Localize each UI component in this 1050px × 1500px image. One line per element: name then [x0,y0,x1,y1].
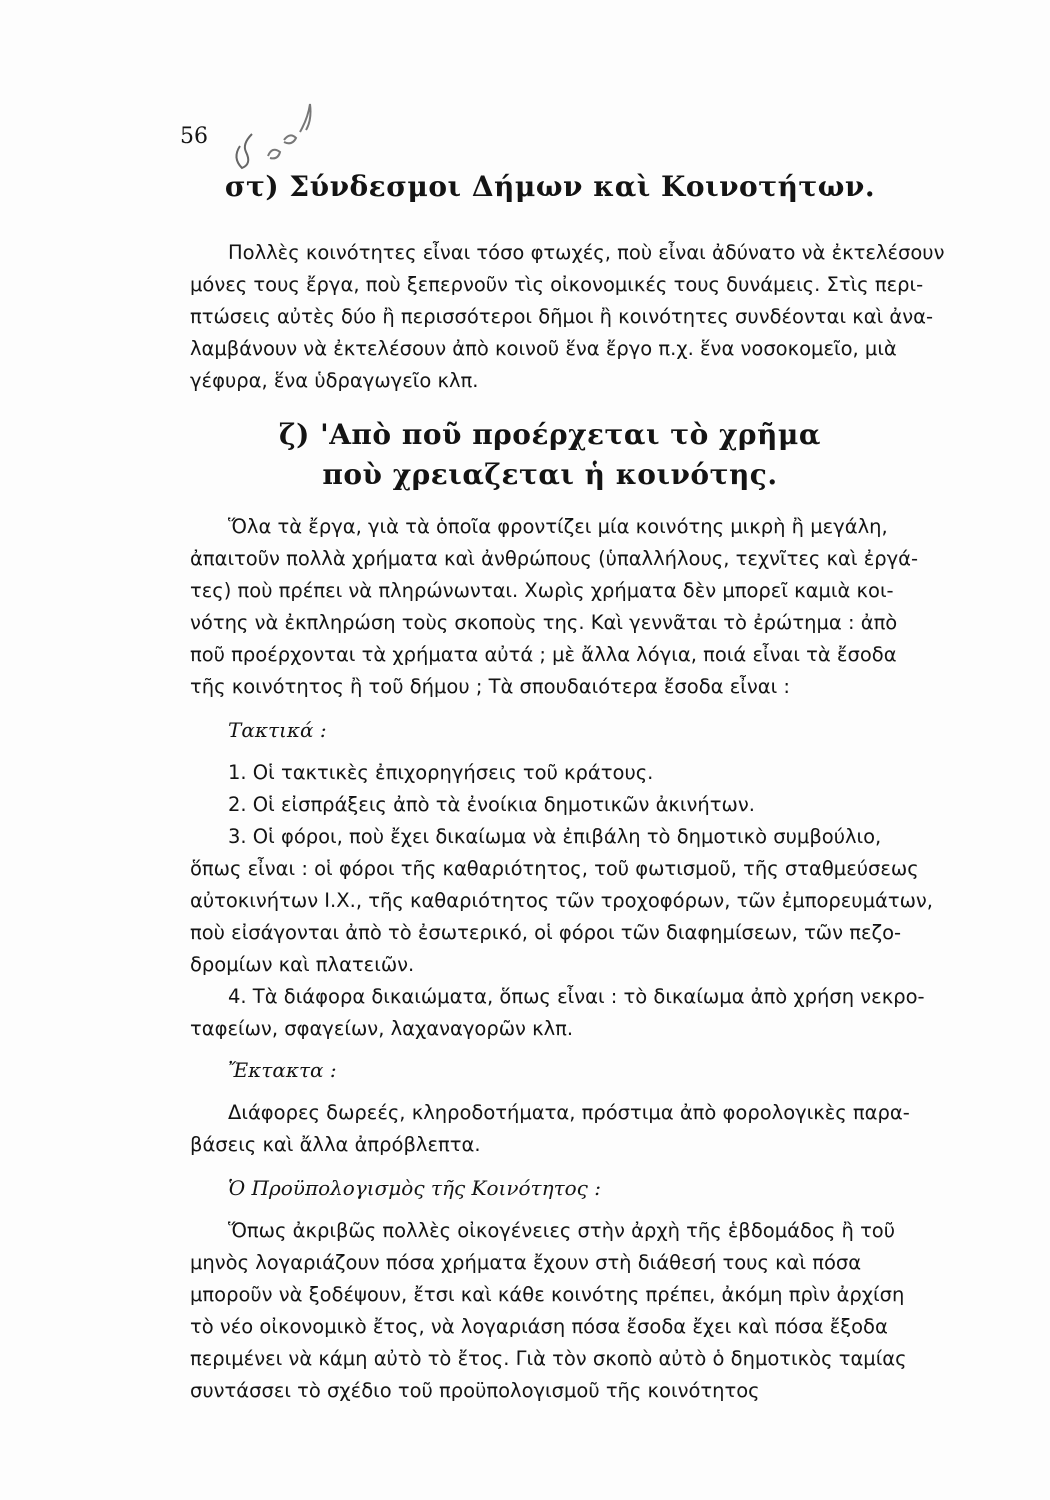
list-item: 3. Οἱ φόροι, ποὺ ἔχει δικαίωμα νὰ ἐπιβάλη τὸ δημοτικὸ συμβούλιο, [228,825,882,848]
text-line: λαμβάνουν νὰ ἐκτελέσουν ἀπὸ κοινοῦ ἕνα ἔργο π.χ. ἕνα νοσοκομεῖο, μιὰ [190,337,897,360]
text-line: νότης νὰ ἐκπληρώση τοὺς σκοποὺς της. Καὶ γεννᾶται τὸ ἐρώτημα : ἀπὸ [190,611,898,634]
list-item: 1. Οἱ τακτικὲς ἐπιχορηγήσεις τοῦ κράτους. [228,761,654,784]
text-line: ἀπαιτοῦν πολλὰ χρήματα καὶ ἀνθρώπους (ὑπαλλήλους, τεχνῖτες καὶ ἐργά- [190,547,919,570]
subheading-regular: Τακτικά : [228,718,327,742]
section-heading-unions: στ) Σύνδεσμοι Δήμων καὶ Κοινοτήτων. [224,170,876,203]
text-line: πτώσεις αὐτὲς δύο ἢ περισσότεροι δῆμοι ἢ κοινότητες συνδέονται καὶ ἀνα- [190,305,934,328]
text-line: μηνὸς λογαριάζουν πόσα χρήματα ἔχουν στὴ διάθεσή τους καὶ πόσα [190,1251,862,1274]
text-line: βάσεις καὶ ἄλλα ἀπρόβλεπτα. [190,1133,481,1156]
text-line: μόνες τους ἔργα, ποὺ ξεπερνοῦν τὶς οἰκονομικές τους δυνάμεις. Στὶς περι- [190,273,924,296]
text-line: δρομίων καὶ πλατειῶν. [190,953,415,976]
text-line: συντάσσει τὸ σχέδιο τοῦ προϋπολογισμοῦ τῆς κοινότητος [190,1379,760,1402]
text-line: ὅπως εἶναι : οἱ φόροι τῆς καθαριότητος, τοῦ φωτισμοῦ, τῆς σταθμεύσεως [190,857,919,880]
page-number: 56 [180,124,208,149]
text-line: μποροῦν νὰ ξοδέψουν, ἔτσι καὶ κάθε κοινότης πρέπει, ἀκόμη πρὶν ἀρχίση [190,1283,905,1306]
text-line: γέφυρα, ἕνα ὑδραγωγεῖο κλπ. [190,369,479,392]
subheading-budget: Ὁ Προϋπολογισμὸς τῆς Κοινότητος : [228,1176,601,1200]
text-line: τὸ νέο οἰκονομικὸ ἔτος, νὰ λογαριάση πόσα ἔσοδα ἔχει καὶ πόσα ἔξοδα [190,1315,888,1338]
section-heading-money-line1: ζ) 'Απὸ ποῦ προέρχεται τὸ χρῆμα [279,418,821,451]
text-line: ποὺ εἰσάγονται ἀπὸ τὸ ἐσωτερικό, οἱ φόροι τῶν διαφημίσεων, τῶν πεζο- [190,921,902,944]
handwritten-scribble [228,98,338,178]
section-heading-money-line2: ποὺ χρειαζεται ἡ κοινότης. [322,458,778,491]
text-line: ταφείων, σφαγείων, λαχαναγορῶν κλπ. [190,1017,574,1040]
list-item: 2. Οἱ εἰσπράξεις ἀπὸ τὰ ἐνοίκια δημοτικῶν ἀκινήτων. [228,793,755,816]
text-line: Ὅλα τὰ ἔργα, γιὰ τὰ ὁποῖα φροντίζει μία κοινότης μικρὴ ἢ μεγάλη, [228,515,888,538]
text-line: Ὅπως ἀκριβῶς πολλὲς οἰκογένειες στὴν ἀρχὴ τῆς ἑβδομάδος ἢ τοῦ [228,1219,896,1242]
text-line: τῆς κοινότητος ἢ τοῦ δήμου ; Τὰ σπουδαιότερα ἔσοδα εἶναι : [190,675,790,698]
text-line: περιμένει νὰ κάμη αὐτὸ τὸ ἔτος. Γιὰ τὸν σκοπὸ αὐτὸ ὁ δημοτικὸς ταμίας [190,1347,907,1370]
text-line: ποῦ προέρχονται τὰ χρήματα αὐτά ; μὲ ἄλλα λόγια, ποιά εἶναι τὰ ἔσοδα [190,643,897,666]
subheading-extraordinary: Ἔκτακτα : [228,1058,337,1082]
list-item: 4. Τὰ διάφορα δικαιώματα, ὅπως εἶναι : τὸ δικαίωμα ἀπὸ χρήση νεκρο- [228,985,925,1008]
text-line: Πολλὲς κοινότητες εἶναι τόσο φτωχές, ποὺ εἶναι ἀδύνατο νὰ ἐκτελέσουν [228,241,945,264]
text-line: Διάφορες δωρεές, κληροδοτήματα, πρόστιμα ἀπὸ φορολογικὲς παρα- [228,1101,910,1124]
text-line: τες) ποὺ πρέπει νὰ πληρώνωνται. Χωρὶς χρήματα δὲν μπορεῖ καμιὰ κοι- [190,579,894,602]
text-line: αὐτοκινήτων Ι.Χ., τῆς καθαριότητος τῶν τροχοφόρων, τῶν ἐμπορευμάτων, [190,889,933,912]
